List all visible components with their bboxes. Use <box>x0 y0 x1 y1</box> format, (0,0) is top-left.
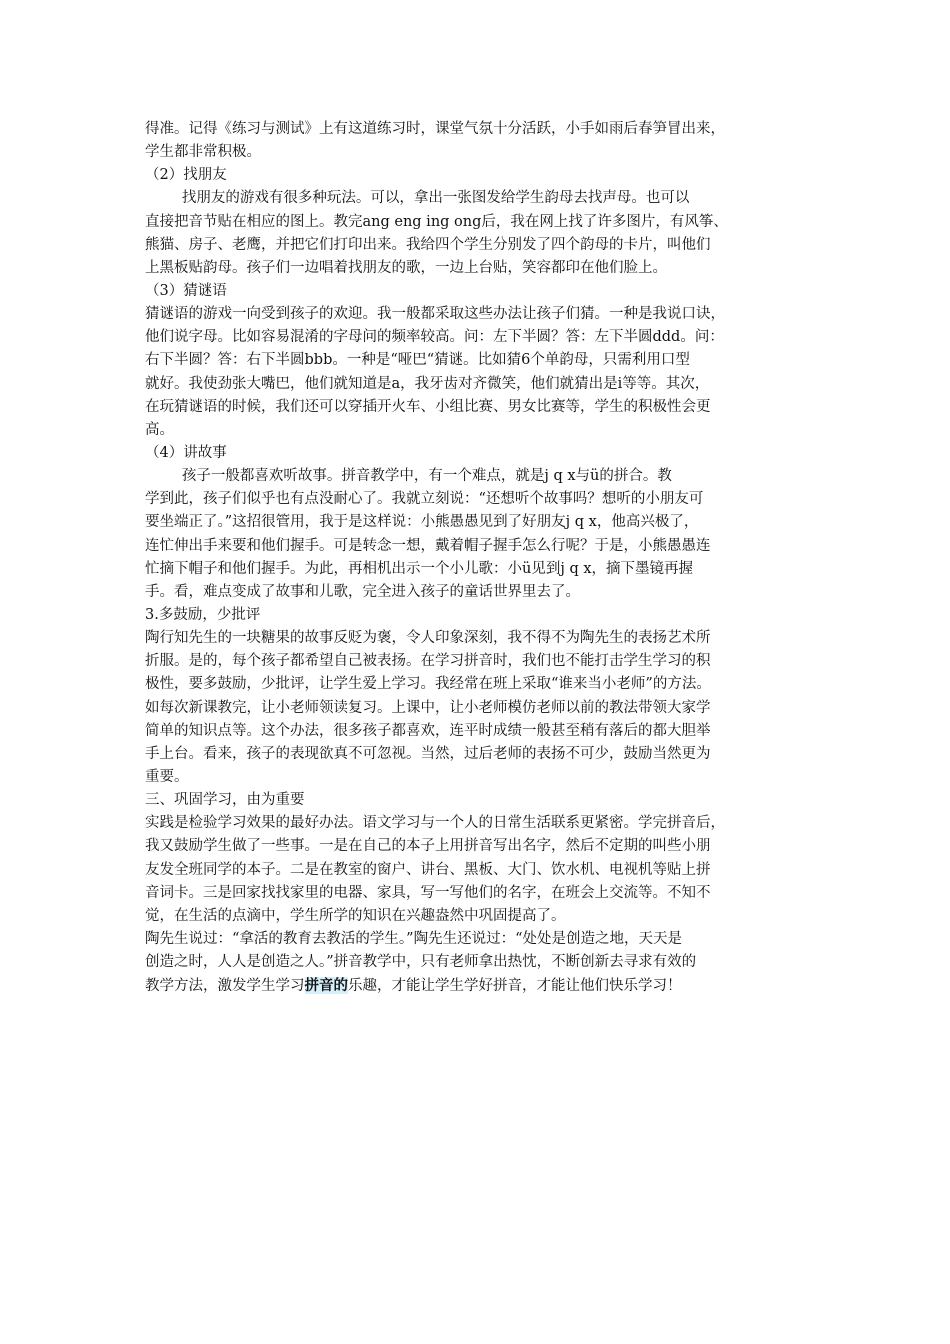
text-line: 3.多鼓励，少批评 <box>145 606 261 623</box>
text-line: （4）讲故事 <box>145 444 227 461</box>
text-line: 高。 <box>145 421 174 438</box>
text-line: 实践是检验学习效果的最好办法。语文学习与一个人的日常生活联系更紧密。学完拼音后， <box>145 815 725 832</box>
text-line: 觉，在生活的点滴中，学生所学的知识在兴趣盎然中巩固提高了。 <box>145 907 566 924</box>
text-line: 友发全班同学的本子。二是在教室的窗户、讲台、黑板、大门、饮水机、电视机等贴上拼 <box>145 861 711 878</box>
text-line: 手上台。看来，孩子的表现欲真不可忽视。当然，过后老师的表扬不可少，鼓励当然更为 <box>145 745 711 762</box>
document-body <box>145 118 812 997</box>
text-line: 陶先生说过：“拿活的教育去教活的学生。”陶先生还说过：“处处是创造之地，天天是 <box>145 930 682 947</box>
text-line: 在玩猜谜语的时候，我们还可以穿插开火车、小组比赛、男女比赛等，学生的积极性会更 <box>145 398 711 415</box>
text-line: 要坐端正了。”这招很管用，我于是这样说：小熊愚愚见到了好朋友j q x，他高兴极了， <box>145 514 699 531</box>
text-line: 他们说字母。比如容易混淆的字母问的频率较高。问：左下半圆？答：左下半圆ddd。问： <box>145 329 724 346</box>
text-line: 直接把音节贴在相应的图上。教完ang eng ing ong后，我在网上找了许多图片，有风筝、 <box>145 213 728 230</box>
text-line: 得准。记得《练习与测试》上有这道练习时，课堂气氛十分活跃，小手如雨后春笋冒出来， <box>145 121 725 137</box>
text-line: 音词卡。三是回家找找家里的电器、家具，写一写他们的名字，在班会上交流等。不知不 <box>145 884 711 901</box>
final-line-before: 教学方法，激发学生学习 <box>145 978 305 995</box>
text-line: 极性，要多鼓励，少批评，让学生爱上学习。我经常在班上采取“谁来当小老师”的方法。 <box>145 676 711 693</box>
text-line: 学到此，孩子们似乎也有点没耐心了。我就立刻说：“还想听个故事吗？想听的小朋友可 <box>145 491 704 508</box>
text-line: 我又鼓励学生做了一些事。一是在自己的本子上用拼音写出名字，然后不定期的叫些小朋 <box>145 838 711 855</box>
text-line: 三、巩固学习，由为重要 <box>145 792 305 809</box>
text-line: 孩子一般都喜欢听故事。拼音教学中，有一个难点，就是j q x与ü的拼合。教 <box>145 468 672 485</box>
text-line-final <box>145 974 812 997</box>
text-line: 连忙伸出手来要和他们握手。可是转念一想，戴着帽子握手怎么行呢？于是，小熊愚愚连 <box>145 537 711 554</box>
text-line: （2）找朋友 <box>145 167 227 184</box>
final-line-after: 乐趣，才能让学生学好拼音，才能让他们快乐学习！ <box>348 978 682 995</box>
text-line: 找朋友的游戏有很多种玩法。可以，拿出一张图发给学生韵母去找声母。也可以 <box>145 190 690 207</box>
text-line: 折服。是的，每个孩子都希望自己被表扬。在学习拼音时，我们也不能打击学生学习的积 <box>145 653 711 670</box>
text-line: 陶行知先生的一块糖果的故事反贬为褒，令人印象深刻，我不得不为陶先生的表扬艺术所 <box>145 630 711 647</box>
text-line: 简单的知识点等。这个办法，很多孩子都喜欢，连平时成绩一般甚至稍有落后的都大胆举 <box>145 722 711 739</box>
text-line: 右下半圆？答：右下半圆bbb。一种是“哑巴“猜谜。比如猜6个单韵母，只需利用口型 <box>145 352 690 369</box>
text-line: 重要。 <box>145 768 189 785</box>
text-line: 手。看，难点变成了故事和儿歌，完全进入孩子的童话世界里去了。 <box>145 583 580 600</box>
text-line: 熊猫、房子、老鹰，并把它们打印出来。我给四个学生分别发了四个韵母的卡片，叫他们 <box>145 236 711 253</box>
text-line: 学生都非常积极。 <box>145 144 261 161</box>
highlighted-term: 拼音的 <box>304 977 348 995</box>
text-line: 就好。我使劲张大嘴巴，他们就知道是a，我牙齿对齐微笑，他们就猜出是i等等。其次， <box>145 375 710 392</box>
text-line: （3）猜谜语 <box>145 282 227 299</box>
text-line: 创造之时，人人是创造之人。”拼音教学中，只有老师拿出热忱，不断创新去寻求有效的 <box>145 954 697 971</box>
text-line: 猜谜语的游戏一向受到孩子的欢迎。我一般都采取这些办法让孩子们猜。一种是我说口诀， <box>145 306 725 323</box>
text-line: 如每次新课教完，让小老师领读复习。上课中，让小老师模仿老师以前的教法带领大家学 <box>145 699 711 716</box>
text-line: 忙摘下帽子和他们握手。为此，再相机出示一个小儿歌：小ü见到j q x，摘下墨镜再握 <box>145 560 694 577</box>
paragraph-lines <box>145 118 812 974</box>
text-line: 上黑板贴韵母。孩子们一边唱着找朋友的歌，一边上台贴，笑容都印在他们脸上。 <box>145 259 667 276</box>
